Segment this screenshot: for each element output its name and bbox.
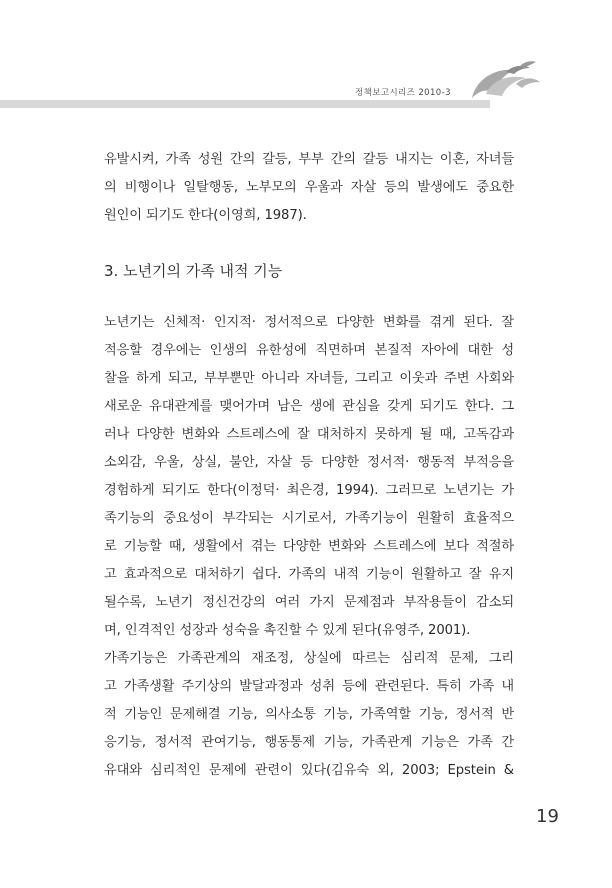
text-line: 고 효과적으로 대처하기 쉽다. 가족의 내적 기능이 원활하고 잘 유지	[104, 567, 514, 582]
text-line: 응기능, 정서적 관여기능, 행동통제 기능, 가족관계 기능은 가족 간	[104, 735, 514, 750]
text-line: 새로운 유대관계를 맺어가며 남은 생에 관심을 갖게 되기도 한다. 그	[104, 399, 514, 414]
text-line: 가족기능은 가족관계의 재조정, 상실에 따르는 심리적 문제, 그리	[104, 651, 514, 666]
text-line: 유발시켜, 가족 성원 간의 갈등, 부부 간의 갈등 내지는 이혼, 자녀들	[104, 152, 514, 167]
text-line: 원인이 되기도 한다(이영희, 1987).	[104, 208, 307, 223]
text-line: 노년기는 신체적· 인지적· 정서적으로 다양한 변화를 겪게 된다. 잘	[104, 315, 514, 330]
series-label: 정책보고시리즈 2010-3	[355, 88, 451, 98]
text-line: 찰을 하게 되고, 부부뿐만 아니라 자녀들, 그리고 이웃과 주변 사회와	[104, 371, 514, 386]
text-line: 고 가족생활 주기상의 발달과정과 성취 등에 관련된다. 특히 가족 내	[104, 679, 514, 694]
text-line: 족기능의 중요성이 부각되는 시기로서, 가족기능이 원활히 효율적으	[104, 511, 514, 526]
text-line: 경험하게 되기도 한다(이정덕· 최은경, 1994). 그러므로 노년기는 가	[104, 483, 514, 498]
text-line: 적응할 경우에는 인생의 유한성에 직면하며 본질적 자아에 대한 성	[104, 343, 514, 358]
text-line: 적 기능인 문제해결 기능, 의사소통 기능, 가족역할 기능, 정서적 반	[104, 707, 514, 722]
bird-logo-icon	[466, 54, 542, 112]
page-number: 19	[536, 806, 559, 827]
text-line: 될수록, 노년기 정신건강의 여러 가지 문제점과 부작용들이 감소되	[104, 595, 514, 610]
text-line: 러나 다양한 변화와 스트레스에 잘 대처하지 못하게 될 때, 고독감과	[104, 427, 514, 442]
text-line: 로 기능할 때, 생활에서 겪는 다양한 변화와 스트레스에 보다 적절하	[104, 539, 514, 554]
text-line: 며, 인격적인 성장과 성숙을 촉진할 수 있게 된다(유영주, 2001).	[104, 623, 471, 638]
header-bar	[0, 100, 490, 108]
text-line: 소외감, 우울, 상실, 불안, 자살 등 다양한 정서적· 행동적 부적응을	[104, 455, 514, 470]
section-heading: 3. 노년기의 가족 내적 기능	[104, 262, 283, 280]
text-line: 유대와 심리적인 문제에 관련이 있다(김유숙 외, 2003; Epstein &	[104, 763, 514, 778]
text-line: 의 비행이나 일탈행동, 노부모의 우울과 자살 등의 발생에도 중요한	[104, 180, 514, 195]
